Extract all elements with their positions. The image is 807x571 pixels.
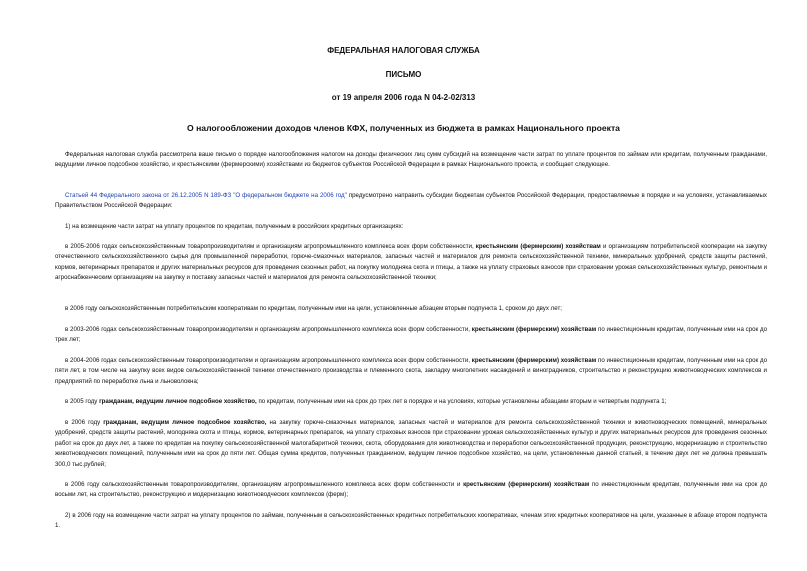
text-segment: в 2005 году (65, 398, 100, 405)
paragraph-2005-2006 (55, 242, 767, 284)
paragraph-2006-investment (55, 480, 767, 501)
law-link[interactable]: Статьей 44 Федерального закона от 26.12.2005 N 189-ФЗ "О федеральном бюджете на 2006 год" (65, 192, 347, 199)
bold-segment: крестьянским (фермерским) хозяйствам (471, 326, 597, 333)
text-segment: по инвестиционным кредитам, полученным ими на срок до пяти лет, в том числе на закупку всех видов сельскохозяйственной техники отечественного производства и племенного скота, закладку многолетних насаждений и виноградников, строительство и реконструкцию животноводческих комплексов и предприятий по переработке льна и льноволокна; (55, 357, 768, 385)
bold-segment: гражданам, ведущим личное подсобное хозяйство, (99, 398, 257, 405)
paragraph-item-2: 2) в 2006 году на возмещение части затрат на уплату процентов по займам, полученным в сельскохозяйственных кредитных потребительских кооперативах, членам этих кредитных кооперативов на цели, указанные в абзаце втором подпункта 1. (55, 512, 767, 530)
paragraph-intro: Федеральная налоговая служба рассмотрела ваше письмо о порядке налогообложения налогом на доходы физических лиц сумм субсидий на возмещение части затрат по уплате процентов по займам или кредитам, полученным гражданами, ведущими личное подсобное хозяйство, и крестьянскими (фермерскими) хозяйствами из бюджетов субъектов Российской Федерации в рамках Национального проекта, и сообщает следующее. (55, 151, 767, 169)
text-segment: в 2004-2006 годах сельскохозяйственным товаропроизводителям и организациям агропромышленного комплекса всех форм собственности, (65, 357, 472, 364)
text-segment: по инвестиционным кредитам, полученным ими на срок до трех лет; (55, 326, 768, 344)
paragraph-2006-cooperatives: в 2006 году сельскохозяйственным потребительским кооперативам по кредитам, полученным ими на цели, установленные абзацем вторым подпункта 1, сроком до двух лет; (65, 305, 562, 312)
bold-segment: крестьянским (фермерским) хозяйствам (463, 481, 590, 488)
paragraph-2003-2006 (55, 325, 767, 346)
paragraph-law-reference (55, 191, 767, 212)
text-segment: и организациям потребительской кооперации на закупку отечественного сельскохозяйственного сырья для промышленной переработки, горюче-смазочных материалов, запасных частей и материалов для ремонта сельскохозяйственной техники, минеральных удобрений, средств защиты растений, кормов, ветеринарных препаратов и других материальных ресурсов для проведения сезонных работ, на покупку молодняка скота и птицы, а также на уплату страховых взносов при страховании урожая сельскохозяйственных культур, ремонтным и агроснабженческим организациям на закупку и поставку запасных частей и материалов для ремонта сельскохозяйственной техники; (55, 243, 767, 282)
document-type: ПИСЬМО (385, 70, 422, 79)
text-segment: по кредитам, полученным ими на срок до трех лет в порядке и на условиях, которые установлены абзацами вторым и четвертым подпункта 1; (256, 398, 667, 405)
paragraph-2004-2006 (55, 356, 767, 387)
document-date: от 19 апреля 2006 года N 04-2-02/313 (331, 93, 476, 102)
law-link-continuation: предусмотрено направить субсидии бюджетам субъектов Российской Федерации, предоставляемые в порядке и на условиях, устанавливаемых Правительством Российской Федерации: (55, 192, 767, 210)
bold-segment: гражданам, ведущим личное подсобное хозяйство, (103, 419, 267, 426)
paragraph-2006-households (55, 418, 767, 470)
document-title: О налогообложении доходов членов КФХ, полученных из бюджета в рамках Национального проекта (187, 123, 620, 133)
text-segment: в 2003-2006 годах сельскохозяйственным товаропроизводителям и организациям агропромышленного комплекса всех форм собственности, (65, 326, 472, 333)
text-segment: в 2005-2006 годах сельскохозяйственным товаропроизводителям и организациям агропромышленного комплекса всех форм собственности, (65, 243, 476, 250)
paragraph-2005-households (55, 397, 767, 407)
bold-segment: крестьянским (фермерским) хозяйствам (471, 357, 597, 364)
paragraph-item-1: 1) на возмещение части затрат на уплату процентов по кредитам, полученным в российских кредитных организациях: (65, 223, 404, 230)
text-segment: в 2006 году сельскохозяйственным товаропроизводителям, организациям агропромышленного комплекса всех форм собственности и (65, 481, 464, 488)
text-segment: на закупку горюче-смазочных материалов, запасных частей и материалов для ремонта сельскохозяйственной техники и животноводческих помещений, минеральных удобрений, средств защиты растений, молодняка скота и птицы, кормов, ветеринарных препаратов, на уплату страховых взносов при страховании урожая сельскохозяйственных культур и других материальных ресурсов для проведения сезонных работ на срок до двух лет, а также по кредитам на покупку сельскохозяйственной малогабаритной техники, скота, оборудования для животноводства и переработки сельскохозяйственной продукции, реконструкцию, модернизацию и строительство животноводческих помещений, полученным ими на срок до пяти лет. Общая сумма кредитов, полученных гражданином, ведущим личное подсобное хозяйство, на цели, установленные данной статьей, в течение двух лет не должна превышать 300,0 тыс.рублей; (55, 419, 767, 468)
text-segment: по инвестиционным кредитам, полученным ими на срок до восьми лет, на строительство, реконструкцию и модернизацию животноводческих комплексов (ферм); (55, 481, 768, 499)
text-segment: в 2006 году (65, 419, 104, 426)
bold-segment: крестьянским (фермерским) хозяйствам (475, 243, 601, 250)
agency-name: ФЕДЕРАЛЬНАЯ НАЛОГОВАЯ СЛУЖБА (327, 46, 480, 55)
